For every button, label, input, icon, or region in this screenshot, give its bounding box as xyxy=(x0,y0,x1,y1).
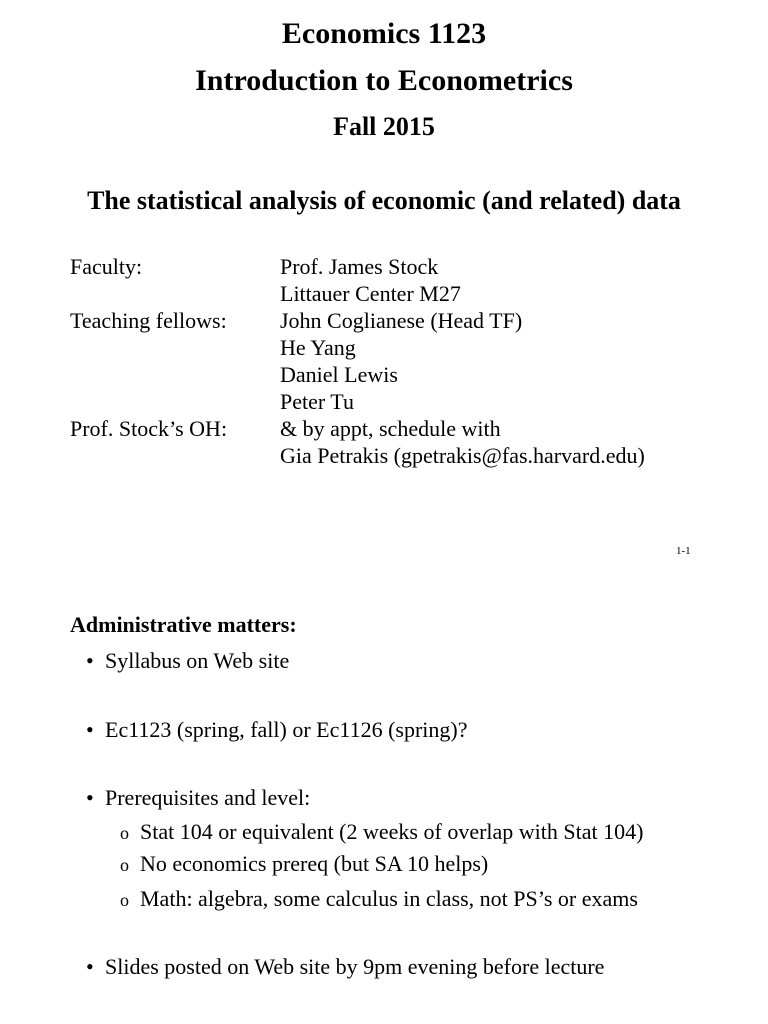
office-hours-label: Prof. Stock’s OH: xyxy=(70,416,228,441)
sub-bullet-icon: o xyxy=(120,855,129,875)
bullet-text: Syllabus on Web site xyxy=(105,648,290,673)
bullet-icon: • xyxy=(86,648,94,673)
tf-label: Teaching fellows: xyxy=(70,308,227,333)
term: Fall 2015 xyxy=(333,112,435,141)
faculty-name: Prof. James Stock xyxy=(280,254,439,279)
tf-name: Daniel Lewis xyxy=(280,362,398,387)
course-title: Introduction to Econometrics xyxy=(195,64,573,97)
sub-list-item xyxy=(120,886,638,912)
sub-bullet-text: Stat 104 or equivalent (2 weeks of overlap with Stat 104) xyxy=(140,819,644,844)
tf-name: John Coglianese (Head TF) xyxy=(280,308,523,333)
sub-list-item xyxy=(120,819,643,845)
bullet-text: Prerequisites and level: xyxy=(105,785,311,810)
bullet-icon: • xyxy=(86,785,94,810)
sub-bullet-icon: o xyxy=(120,890,129,910)
faculty-office: Littauer Center M27 xyxy=(280,281,461,306)
office-hours-line: & by appt, schedule with xyxy=(280,416,501,441)
bullet-text: Ec1123 (spring, fall) or Ec1126 (spring)? xyxy=(105,717,468,742)
office-hours-contact: Gia Petrakis (gpetrakis@fas.harvard.edu) xyxy=(280,443,645,468)
bullet-icon: • xyxy=(86,717,94,742)
list-item xyxy=(86,954,604,980)
sub-bullet-text: Math: algebra, some calculus in class, not PS’s or exams xyxy=(140,886,638,911)
slide-number: 1-1 xyxy=(676,545,691,557)
course-subtitle: The statistical analysis of economic (and related) data xyxy=(87,186,681,215)
tf-name: He Yang xyxy=(280,335,356,360)
list-item xyxy=(86,785,310,811)
sub-bullet-icon: o xyxy=(120,823,129,843)
sub-bullet-text: No economics prereq (but SA 10 helps) xyxy=(140,851,489,876)
admin-heading: Administrative matters: xyxy=(70,612,297,637)
bullet-icon: • xyxy=(86,954,94,979)
faculty-label: Faculty: xyxy=(70,254,143,279)
course-number: Economics 1123 xyxy=(281,17,487,50)
list-item xyxy=(86,648,289,674)
list-item xyxy=(86,717,467,743)
tf-name: Peter Tu xyxy=(280,389,354,414)
bullet-text: Slides posted on Web site by 9pm evening before lecture xyxy=(105,954,605,979)
sub-list-item xyxy=(120,851,488,877)
